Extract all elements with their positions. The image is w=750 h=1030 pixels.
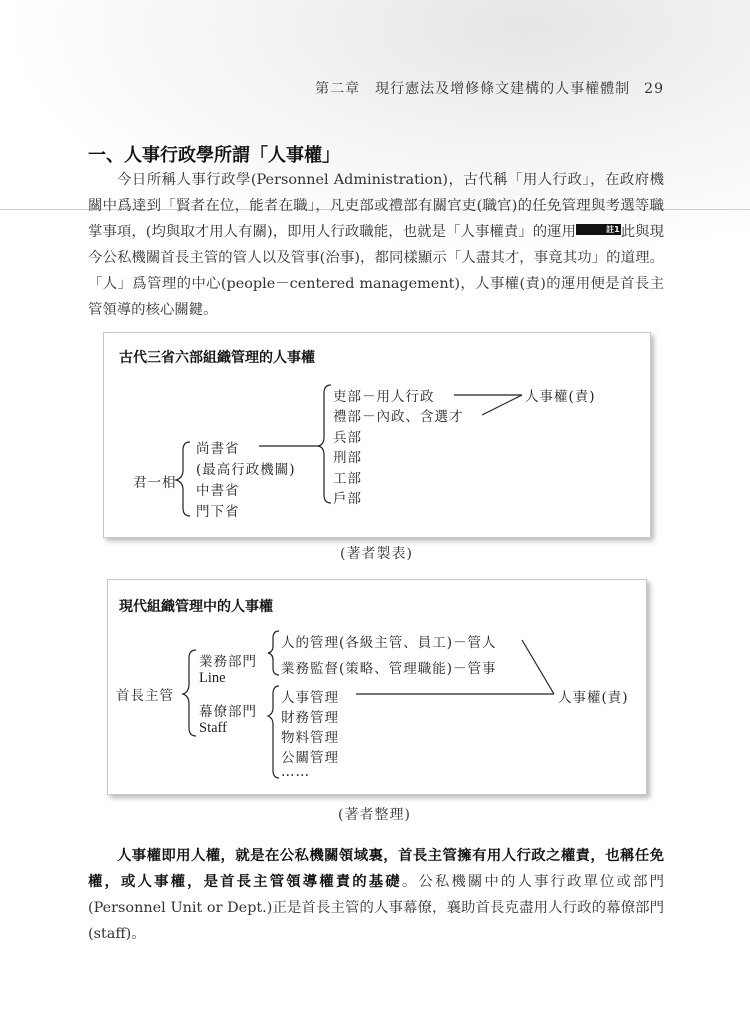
figure2-root-label: 首長主管	[116, 688, 174, 704]
figure1-title: 古代三省六部組織管理的人事權	[119, 350, 315, 366]
figure2-line-item-1: 人的管理(各級主管、員工)－管人	[281, 635, 497, 651]
figure2-staff-dept: 幕僚部門	[199, 704, 257, 720]
figure2-caption: (著者整理)	[338, 807, 411, 823]
figure1-ministry-6: 戶部	[333, 491, 362, 507]
figure2-staff-item-5: ……	[281, 764, 310, 780]
figure-ancient-personnel-power	[103, 332, 651, 538]
paragraph-conclusion	[88, 843, 664, 947]
figure1-province-3: 中書省	[196, 483, 240, 499]
footnote-marker[interactable]: 註1	[576, 224, 621, 235]
figure2-result: 人事權(責)	[558, 690, 629, 706]
figure1-province-4: 門下省	[196, 504, 240, 520]
section-heading: 一、人事行政學所謂「人事權」	[88, 145, 340, 166]
figure1-caption: (著者製表)	[340, 546, 413, 562]
figure2-title: 現代組織管理中的人事權	[119, 599, 273, 615]
figure2-line-dept: 業務部門	[199, 654, 257, 670]
figure2-line-item-2: 業務監督(策略、管理職能)－管事	[281, 661, 497, 677]
figure1-ministry-5: 工部	[333, 471, 362, 487]
paragraph-intro	[88, 167, 664, 323]
figure2-staff-item-3: 物料管理	[281, 730, 339, 746]
figure1-province-1: 尚書省	[196, 441, 240, 457]
paragraph-intro-text-1: 今日所稱人事行政學(Personnel Administration)，古代稱「用人行政」，在政府機關中爲達到「賢者在位，能者在職」，凡吏部或禮部有關官吏(職官)的任免管理與考選等職掌事項，(均與取才用人有關)，即用人行政職能，也就是「人事權責」的運用	[88, 172, 664, 240]
figure2-line-en: Line	[199, 670, 226, 686]
figure2-staff-item-1: 人事管理	[281, 690, 339, 706]
page-number: 29	[644, 81, 664, 97]
figure1-ministry-2: 禮部－內政、含選才	[333, 409, 464, 425]
chapter-title: 第二章 現行憲法及增修條文建構的人事權體制	[315, 81, 631, 97]
paragraph-intro-text-2: 此與現今公私機關首長主管的管人以及管事(治事)，都同樣顯示「人盡其才，事竟其功」的道理。「人」爲管理的中心(people－centered management)，人事權(責)的運用便是首長主管領導的核心關鍵。	[88, 224, 664, 318]
paragraph-conclusion-bold: 人事權即用人權，就是在公私機關領域裏，首長主管擁有用人行政之權責，也稱任免權，或人事權，是首長主管領導權責的基礎	[88, 848, 664, 890]
figure1-ministry-4: 刑部	[333, 450, 362, 466]
figure1-ministry-3: 兵部	[333, 430, 362, 446]
figure1-root-label: 君一相	[133, 475, 177, 491]
figure1-ministry-1: 吏部－用人行政	[333, 389, 435, 405]
figure2-staff-item-4: 公關管理	[281, 750, 339, 766]
figure1-connectors	[104, 333, 650, 537]
figure2-staff-en: Staff	[199, 720, 227, 736]
figure1-province-2: (最高行政機關)	[196, 462, 296, 478]
figure2-staff-item-2: 財務管理	[281, 710, 339, 726]
paragraph-conclusion-text: 。公私機關中的人事行政單位或部門(Personnel Unit or Dept.)正是首長主管的人事幕僚，襄助首長克盡用人行政的幕僚部門(staff)。	[88, 874, 664, 942]
figure-modern-personnel-power	[107, 579, 647, 795]
figure1-result: 人事權(責)	[525, 389, 596, 405]
running-header	[315, 78, 664, 98]
